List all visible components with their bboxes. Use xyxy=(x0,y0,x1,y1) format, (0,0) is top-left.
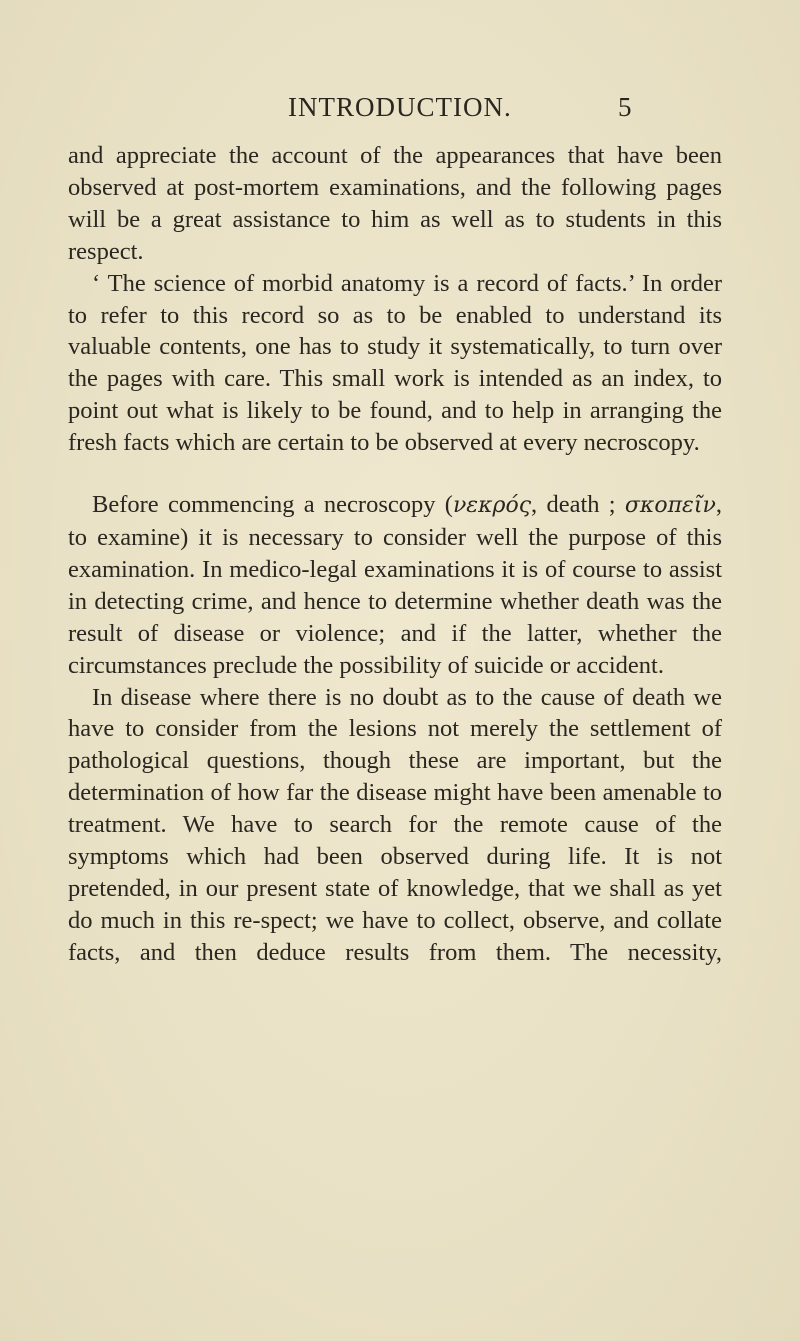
paragraph-3 xyxy=(68,489,722,681)
paragraph-1: and appreciate the account of the appearances that have been observed at post-mortem examinations, and the following pages will be a great assistance to him as well as to students in this respect. xyxy=(68,142,722,265)
paragraph-3-rest: , to examine) it is necessary to consider well the purpose of this examination. In medico-legal examinations it is of course to assist in detecting crime, and hence to determine whether death was the result of disease or violence; and if the latter, whether the circumstances preclude the possibility of suicide or accident. xyxy=(68,491,722,679)
running-head xyxy=(0,92,800,132)
paragraph-4: In disease where there is no doubt as to the cause of death we have to consider from the lesions not merely the settlement of pathological questions, though these are important, but the determination of how far the disease might have been amenable to treatment. We have to search for the remote cause of the symptoms which had been observed during life. It is not pretended, in our present state of knowledge, that we shall as yet do much in this re-spect; we have to collect, observe, and collate facts, and then deduce results from them. The necessity, xyxy=(68,683,722,966)
greek-word-skopein: σκοπεῖν xyxy=(624,493,716,519)
page-number: 5 xyxy=(618,92,632,122)
paragraph-2: ‘ The science of morbid anatomy is a record of facts.’ In order to refer to this record so as to be enabled to understand its valuable contents, one has to study it systematically, to turn over the pages with care. This small work is intended as an index, to point out what is likely to be found, and to help in arranging the fresh facts which are certain to be observed at every necroscopy. xyxy=(68,269,722,457)
paragraph-3-middle: , death ; xyxy=(531,491,625,519)
paragraph-3-intro: Before commencing a necroscopy ( xyxy=(92,491,453,519)
page-title: INTRODUCTION. xyxy=(288,92,512,122)
greek-word-nekros: νεκρός xyxy=(452,493,532,519)
body-text xyxy=(68,140,722,969)
